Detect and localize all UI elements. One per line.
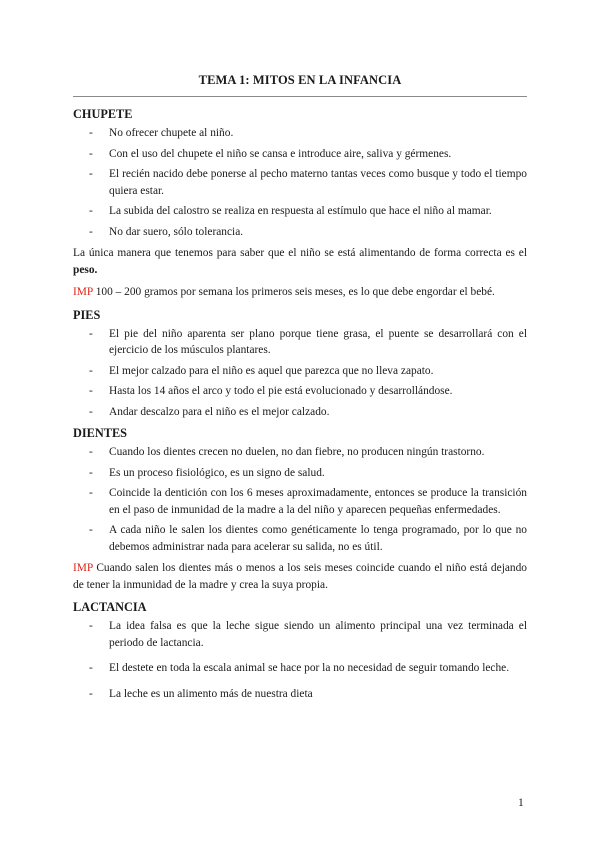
section-heading-pies: PIES	[73, 307, 101, 322]
list-item: - La subida del calostro se realiza en respuesta al estímulo que hace el niño al mamar.	[73, 203, 527, 220]
dash-bullet: -	[89, 620, 93, 632]
page-number: 1	[518, 797, 524, 809]
dash-bullet: -	[89, 168, 93, 180]
list-item: - No ofrecer chupete al niño.	[73, 125, 527, 142]
dash-bullet: -	[89, 405, 93, 418]
list-item: - La idea falsa es que la leche sigue siendo un alimento principal una vez terminada el periodo de lactancia.	[89, 620, 527, 649]
dash-bullet: -	[89, 364, 93, 377]
title-divider	[73, 96, 527, 97]
dash-bullet: -	[89, 225, 93, 238]
imp-label: IMP	[73, 562, 93, 574]
section-heading-lactancia: LACTANCIA	[73, 600, 147, 614]
list-dientes	[73, 444, 527, 555]
list-item: - No dar suero, sólo tolerancia.	[73, 224, 527, 241]
dash-bullet: -	[89, 327, 93, 340]
list-item: - Con el uso del chupete el niño se cansa e introduce aire, saliva y gérmenes.	[73, 146, 527, 163]
dash-bullet: -	[89, 127, 93, 139]
list-item: - El destete en toda la escala animal se hace por la no necesidad de seguir tomando leche.	[73, 660, 527, 677]
list-item: - El mejor calzado para el niño es aquel que parezca que no lleva zapato.	[73, 363, 527, 380]
section-heading-chupete: CHUPETE	[73, 107, 133, 121]
list-item: - Es un proceso fisiológico, es un signo de salud.	[73, 465, 527, 482]
list-item: - Cuando los dientes crecen no duelen, no dan fiebre, no producen ningún trastorno.	[73, 444, 527, 461]
dash-bullet: -	[89, 524, 93, 536]
list-item: - La leche es un alimento más de nuestra dieta	[73, 686, 527, 703]
list-item: - Hasta los 14 años el arco y todo el pie está evolucionado y desarrollándose.	[73, 383, 527, 400]
dash-bullet: -	[89, 147, 93, 160]
document-title: TEMA 1: MITOS EN LA INFANCIA	[198, 73, 402, 87]
list-item: - Andar descalzo para el niño es el mejor calzado.	[73, 404, 527, 421]
list-item: - Coincide la dentición con los 6 meses aproximadamente, entonces se produce la transición en el paso de inmunidad de la madre a la del niño y aparecen pequeñas enfermedades.	[89, 487, 527, 516]
dash-bullet: -	[89, 487, 93, 499]
list-chupete	[73, 125, 527, 240]
document-body	[73, 101, 527, 706]
section-heading-dientes: DIENTES	[73, 426, 127, 440]
imp-note-peso: IMP 100 – 200 gramos por semana los primeros seis meses, es lo que debe engordar el bebé.	[73, 286, 495, 298]
imp-label: IMP	[73, 286, 93, 298]
dash-bullet: -	[89, 466, 93, 479]
list-item: - A cada niño le salen los dientes como genéticamente lo tenga programado, por lo que no debemos administrar nada para acelerar su salida, no es útil.	[89, 524, 527, 553]
dash-bullet: -	[89, 385, 93, 397]
list-lactancia	[73, 618, 527, 702]
dash-bullet: -	[89, 446, 93, 458]
list-pies	[73, 326, 527, 421]
list-item: - El pie del niño aparenta ser plano porque tiene grasa, el puente se desarrollará con el ejercicio de los músculos plantares.	[89, 327, 527, 356]
paragraph-peso: La única manera que tenemos para saber que el niño se está alimentando de forma correcta es el peso.	[73, 247, 527, 276]
list-item: - El recién nacido debe ponerse al pecho materno tantas veces como busque y todo el tiempo quiera estar.	[89, 168, 527, 197]
dash-bullet: -	[89, 687, 93, 700]
dash-bullet: -	[89, 205, 93, 217]
dash-bullet: -	[89, 662, 93, 674]
imp-note-dientes: IMP Cuando salen los dientes más o menos a los seis meses coincide cuando el niño está dejando de tener la inmunidad de la madre y crea la suya propia.	[73, 562, 527, 591]
